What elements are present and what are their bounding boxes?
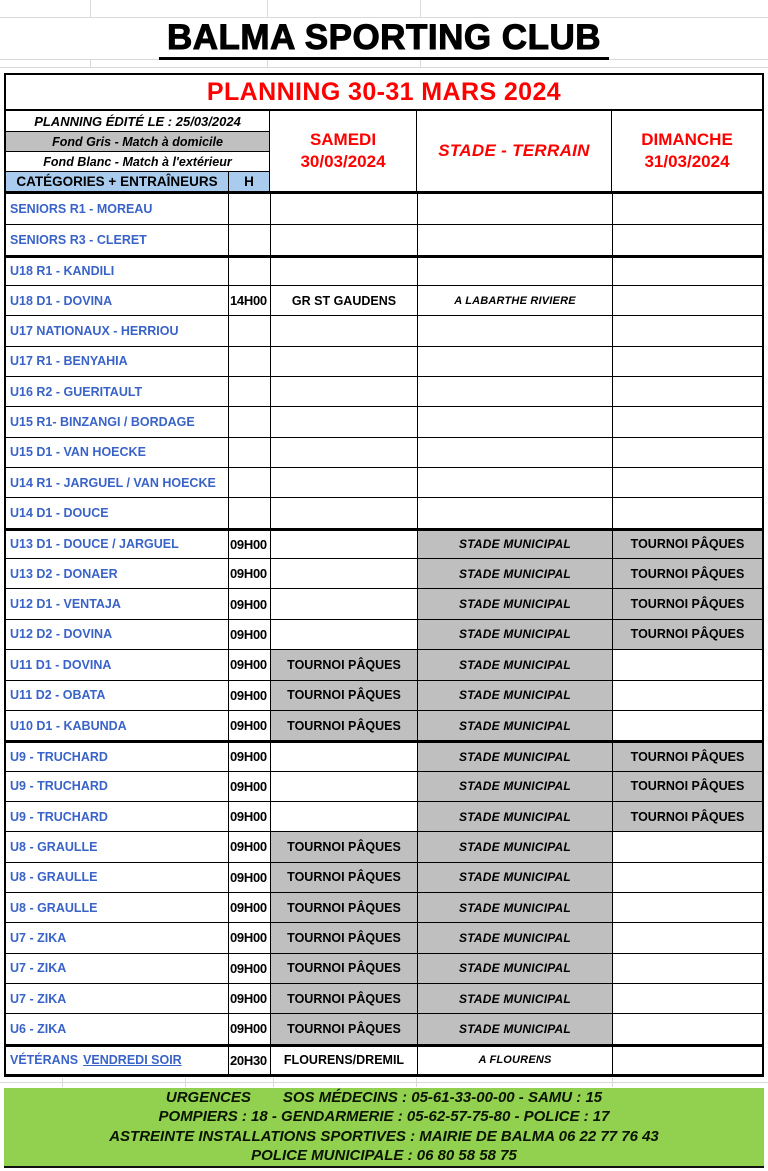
hour-cell xyxy=(228,498,270,527)
saturday-cell: TOURNOI PÂQUES xyxy=(270,711,417,740)
stadium-cell: STADE MUNICIPAL xyxy=(417,743,612,770)
category-label: U15 D1 - VAN HOECKE xyxy=(10,445,146,460)
category-cell xyxy=(6,438,228,467)
category-label: U13 D1 - DOUCE / JARGUEL xyxy=(10,537,179,552)
sunday-cell xyxy=(612,863,762,892)
stadium-cell xyxy=(417,407,612,436)
footer-line-4: POLICE MUNICIPALE : 06 80 58 58 75 xyxy=(251,1146,517,1164)
category-cell xyxy=(6,802,228,831)
hour-cell: 09H00 xyxy=(228,893,270,922)
stadium-cell xyxy=(417,347,612,376)
emergency-footer xyxy=(4,1088,764,1168)
footer-line-1 xyxy=(4,1089,764,1107)
category-label: U11 D2 - OBATA xyxy=(10,688,106,703)
sunday-cell: TOURNOI PÂQUES xyxy=(612,589,762,618)
gridline xyxy=(0,1082,768,1083)
saturday-cell xyxy=(270,559,417,588)
sunday-cell: TOURNOI PÂQUES xyxy=(612,531,762,558)
sunday-cell xyxy=(612,407,762,436)
saturday-cell xyxy=(270,225,417,254)
saturday-cell xyxy=(270,258,417,285)
category-label: U12 D1 - VENTAJA xyxy=(10,597,121,612)
category-label: U13 D2 - DONAER xyxy=(10,566,118,581)
stadium-cell: STADE MUNICIPAL xyxy=(417,589,612,618)
table-row xyxy=(6,680,762,710)
sunday-label: DIMANCHE xyxy=(641,130,733,149)
category-label: U7 - ZIKA xyxy=(10,930,67,945)
sunday-cell xyxy=(612,258,762,285)
saturday-cell: TOURNOI PÂQUES xyxy=(270,954,417,983)
category-cell xyxy=(6,498,228,527)
table-header xyxy=(6,111,762,194)
stadium-cell: STADE MUNICIPAL xyxy=(417,772,612,801)
table-row xyxy=(6,1013,762,1043)
sunday-header xyxy=(612,111,762,191)
saturday-cell xyxy=(270,498,417,527)
category-label: U17 R1 - BENYAHIA xyxy=(10,354,128,369)
category-label: U16 R2 - GUERITAULT xyxy=(10,384,143,399)
saturday-cell: TOURNOI PÂQUES xyxy=(270,893,417,922)
table-row xyxy=(6,831,762,861)
table-row xyxy=(6,376,762,406)
hour-cell: 09H00 xyxy=(228,620,270,649)
category-cell xyxy=(6,347,228,376)
saturday-cell: TOURNOI PÂQUES xyxy=(270,863,417,892)
hour-cell xyxy=(228,438,270,467)
categories-header xyxy=(6,172,228,191)
hour-cell: 09H00 xyxy=(228,984,270,1013)
gridline xyxy=(185,1078,186,1087)
hour-cell: 09H00 xyxy=(228,531,270,558)
hour-cell: 09H00 xyxy=(228,681,270,710)
gridline xyxy=(612,1078,613,1087)
category-cell xyxy=(6,225,228,254)
hour-cell xyxy=(228,377,270,406)
table-row xyxy=(6,346,762,376)
table-row xyxy=(6,922,762,952)
stadium-cell: STADE MUNICIPAL xyxy=(417,531,612,558)
stadium-cell: A LABARTHE RIVIERE xyxy=(417,286,612,315)
saturday-header xyxy=(270,111,417,191)
category-cell xyxy=(6,559,228,588)
category-label: SENIORS R3 - CLERET xyxy=(10,233,147,248)
table-row xyxy=(6,224,762,254)
gridline xyxy=(0,67,768,68)
table-row xyxy=(6,528,762,558)
category-cell xyxy=(6,711,228,740)
hour-cell xyxy=(228,347,270,376)
footer-line-2: POMPIERS : 18 - GENDARMERIE : 05-62-57-75-80 - POLICE : 17 xyxy=(158,1108,610,1126)
gridline xyxy=(267,59,268,68)
categories-header-text: CATÉGORIES + ENTRAÎNEURS xyxy=(16,174,218,189)
sunday-cell: TOURNOI PÂQUES xyxy=(612,772,762,801)
table-row xyxy=(6,710,762,740)
categories-header-row xyxy=(6,172,269,191)
table-row xyxy=(6,467,762,497)
category-cell xyxy=(6,407,228,436)
sunday-cell: TOURNOI PÂQUES xyxy=(612,620,762,649)
sunday-cell: TOURNOI PÂQUES xyxy=(612,802,762,831)
sunday-cell xyxy=(612,286,762,315)
saturday-cell: TOURNOI PÂQUES xyxy=(270,832,417,861)
hour-cell xyxy=(228,258,270,285)
table-row xyxy=(6,771,762,801)
sunday-cell xyxy=(612,468,762,497)
legend-grey-text: Fond Gris - Match à domicile xyxy=(52,134,223,149)
hour-cell: 09H00 xyxy=(228,589,270,618)
category-label: U8 - GRAULLE xyxy=(10,839,98,854)
hour-cell: 09H00 xyxy=(228,1014,270,1043)
category-label: SENIORS R1 - MOREAU xyxy=(10,202,153,217)
page-title: BALMA SPORTING CLUB xyxy=(159,19,609,60)
legend-white-text: Fond Blanc - Match à l'extérieur xyxy=(43,154,232,169)
gridline xyxy=(420,59,421,68)
category-cell xyxy=(6,468,228,497)
hour-cell: 09H00 xyxy=(228,772,270,801)
category-cell xyxy=(6,1047,228,1074)
stadium-cell: STADE MUNICIPAL xyxy=(417,863,612,892)
category-cell xyxy=(6,863,228,892)
category-label: U15 R1- BINZANGI / BORDAGE xyxy=(10,415,195,430)
saturday-cell xyxy=(270,620,417,649)
stadium-label: STADE - TERRAIN xyxy=(438,141,590,160)
category-cell xyxy=(6,316,228,345)
stadium-cell: STADE MUNICIPAL xyxy=(417,559,612,588)
category-cell xyxy=(6,258,228,285)
category-cell xyxy=(6,620,228,649)
category-label: U7 - ZIKA xyxy=(10,991,67,1006)
sunday-date: 31/03/2024 xyxy=(644,152,730,171)
category-label: VÉTÉRANS xyxy=(10,1053,79,1068)
sunday-cell xyxy=(612,711,762,740)
saturday-cell: GR ST GAUDENS xyxy=(270,286,417,315)
category-cell xyxy=(6,954,228,983)
stadium-cell: STADE MUNICIPAL xyxy=(417,802,612,831)
hour-cell: 09H00 xyxy=(228,711,270,740)
stadium-cell: STADE MUNICIPAL xyxy=(417,832,612,861)
category-cell xyxy=(6,984,228,1013)
table-row xyxy=(6,862,762,892)
category-cell xyxy=(6,893,228,922)
stadium-cell: STADE MUNICIPAL xyxy=(417,650,612,679)
category-label: U18 R1 - KANDILI xyxy=(10,264,115,279)
sunday-cell xyxy=(612,954,762,983)
table-row xyxy=(6,315,762,345)
stadium-cell: STADE MUNICIPAL xyxy=(417,620,612,649)
saturday-cell: TOURNOI PÂQUES xyxy=(270,650,417,679)
stadium-cell xyxy=(417,225,612,254)
stadium-cell xyxy=(417,377,612,406)
saturday-cell: TOURNOI PÂQUES xyxy=(270,681,417,710)
hour-cell xyxy=(228,194,270,224)
sunday-cell xyxy=(612,194,762,224)
stadium-cell: STADE MUNICIPAL xyxy=(417,923,612,952)
category-cell xyxy=(6,743,228,770)
planning-table xyxy=(4,73,764,1077)
sunday-cell xyxy=(612,1047,762,1074)
saturday-cell: TOURNOI PÂQUES xyxy=(270,923,417,952)
gridline xyxy=(416,1078,417,1087)
category-label: U7 - ZIKA xyxy=(10,961,67,976)
hour-cell: 09H00 xyxy=(228,650,270,679)
category-label: U10 D1 - KABUNDA xyxy=(10,718,127,733)
table-row xyxy=(6,497,762,527)
category-label: U14 D1 - DOUCE xyxy=(10,506,109,521)
table-row xyxy=(6,255,762,285)
sos-medecins-text: SOS MÉDECINS : 05-61-33-00-00 - SAMU : 15 xyxy=(282,1089,603,1107)
hour-header xyxy=(228,172,269,191)
stadium-cell: STADE MUNICIPAL xyxy=(417,984,612,1013)
saturday-cell xyxy=(270,347,417,376)
urgences-label: URGENCES xyxy=(165,1089,251,1107)
table-row xyxy=(6,437,762,467)
category-label: U9 - TRUCHARD xyxy=(10,749,108,764)
table-row xyxy=(6,1044,762,1074)
stadium-cell: STADE MUNICIPAL xyxy=(417,711,612,740)
hour-cell: 09H00 xyxy=(228,832,270,861)
edited-date-text: PLANNING ÉDITÉ LE : 25/03/2024 xyxy=(34,113,241,129)
sunday-cell xyxy=(612,681,762,710)
table-row xyxy=(6,953,762,983)
sunday-cell: TOURNOI PÂQUES xyxy=(612,559,762,588)
stadium-cell xyxy=(417,258,612,285)
sunday-cell xyxy=(612,893,762,922)
category-label-underlined: VENDREDI SOIR xyxy=(83,1053,182,1068)
sunday-cell xyxy=(612,347,762,376)
saturday-cell: TOURNOI PÂQUES xyxy=(270,984,417,1013)
edited-date-cell xyxy=(6,111,269,132)
saturday-cell xyxy=(270,743,417,770)
sunday-cell xyxy=(612,650,762,679)
sunday-cell xyxy=(612,498,762,527)
saturday-cell: TOURNOI PÂQUES xyxy=(270,1014,417,1043)
saturday-cell xyxy=(270,316,417,345)
stadium-cell xyxy=(417,438,612,467)
sunday-cell xyxy=(612,923,762,952)
hour-cell: 20H30 xyxy=(228,1047,270,1074)
saturday-cell xyxy=(270,407,417,436)
stadium-cell: STADE MUNICIPAL xyxy=(417,893,612,922)
sunday-cell xyxy=(612,377,762,406)
stadium-cell xyxy=(417,316,612,345)
category-label: U18 D1 - DOVINA xyxy=(10,293,113,308)
hour-cell: 09H00 xyxy=(228,802,270,831)
stadium-cell: A FLOURENS xyxy=(417,1047,612,1074)
stadium-cell xyxy=(417,194,612,224)
table-row xyxy=(6,285,762,315)
hour-cell xyxy=(228,407,270,436)
table-row xyxy=(6,558,762,588)
hour-cell: 09H00 xyxy=(228,954,270,983)
category-cell xyxy=(6,194,228,224)
category-label: U8 - GRAULLE xyxy=(10,900,98,915)
category-cell xyxy=(6,832,228,861)
category-cell xyxy=(6,377,228,406)
saturday-date: 30/03/2024 xyxy=(300,152,386,171)
category-label: U11 D1 - DOVINA xyxy=(10,657,112,672)
category-cell xyxy=(6,286,228,315)
hour-cell: 09H00 xyxy=(228,923,270,952)
hour-cell: 09H00 xyxy=(228,559,270,588)
gridline xyxy=(267,0,268,17)
saturday-cell xyxy=(270,531,417,558)
category-label: U17 NATIONAUX - HERRIOU xyxy=(10,324,179,339)
table-row xyxy=(6,983,762,1013)
sunday-cell xyxy=(612,316,762,345)
hour-cell xyxy=(228,225,270,254)
hour-cell: 09H00 xyxy=(228,743,270,770)
table-row xyxy=(6,801,762,831)
category-cell xyxy=(6,772,228,801)
hour-header-text: H xyxy=(244,174,254,189)
gridline xyxy=(62,1078,63,1087)
saturday-cell xyxy=(270,772,417,801)
saturday-cell xyxy=(270,377,417,406)
saturday-cell xyxy=(270,802,417,831)
category-cell xyxy=(6,1014,228,1043)
stadium-cell: STADE MUNICIPAL xyxy=(417,1014,612,1043)
hour-cell: 09H00 xyxy=(228,863,270,892)
hour-cell xyxy=(228,468,270,497)
category-label: U14 R1 - JARGUEL / VAN HOECKE xyxy=(10,475,216,490)
title-row xyxy=(0,19,768,60)
category-cell xyxy=(6,650,228,679)
category-cell xyxy=(6,923,228,952)
category-label: U9 - TRUCHARD xyxy=(10,779,108,794)
sunday-cell xyxy=(612,1014,762,1043)
category-label: U8 - GRAULLE xyxy=(10,870,98,885)
category-label: U12 D2 - DOVINA xyxy=(10,627,113,642)
category-label: U6 - ZIKA xyxy=(10,1021,67,1036)
gridline xyxy=(420,0,421,17)
stadium-cell: STADE MUNICIPAL xyxy=(417,681,612,710)
hour-cell: 14H00 xyxy=(228,286,270,315)
table-row xyxy=(6,892,762,922)
table-row xyxy=(6,619,762,649)
table-row xyxy=(6,649,762,679)
saturday-cell xyxy=(270,468,417,497)
sunday-cell: TOURNOI PÂQUES xyxy=(612,743,762,770)
table-row xyxy=(6,588,762,618)
stadium-cell: STADE MUNICIPAL xyxy=(417,954,612,983)
category-cell xyxy=(6,531,228,558)
stadium-cell xyxy=(417,468,612,497)
saturday-cell: FLOURENS/DREMIL xyxy=(270,1047,417,1074)
footer-line-3: ASTREINTE INSTALLATIONS SPORTIVES : MAIRIE DE BALMA 06 22 77 76 43 xyxy=(109,1127,659,1145)
gridline xyxy=(90,0,91,17)
table-row xyxy=(6,406,762,436)
category-cell xyxy=(6,589,228,618)
stadium-cell xyxy=(417,498,612,527)
sunday-cell xyxy=(612,832,762,861)
sunday-cell xyxy=(612,984,762,1013)
legend-grey-cell xyxy=(6,132,269,152)
table-row xyxy=(6,194,762,224)
sunday-cell xyxy=(612,225,762,254)
saturday-label: SAMEDI xyxy=(309,130,377,149)
gridline xyxy=(273,1078,274,1087)
gridline xyxy=(90,59,91,68)
saturday-cell xyxy=(270,589,417,618)
planning-banner xyxy=(6,75,762,111)
sunday-cell xyxy=(612,438,762,467)
stadium-header xyxy=(417,111,612,191)
table-row xyxy=(6,740,762,770)
legend-white-cell xyxy=(6,152,269,172)
planning-banner-text: PLANNING 30-31 MARS 2024 xyxy=(206,77,562,106)
category-label: U9 - TRUCHARD xyxy=(10,809,108,824)
saturday-cell xyxy=(270,438,417,467)
category-cell xyxy=(6,681,228,710)
saturday-cell xyxy=(270,194,417,224)
legend-block xyxy=(6,111,270,191)
hour-cell xyxy=(228,316,270,345)
table-body xyxy=(6,194,762,1074)
